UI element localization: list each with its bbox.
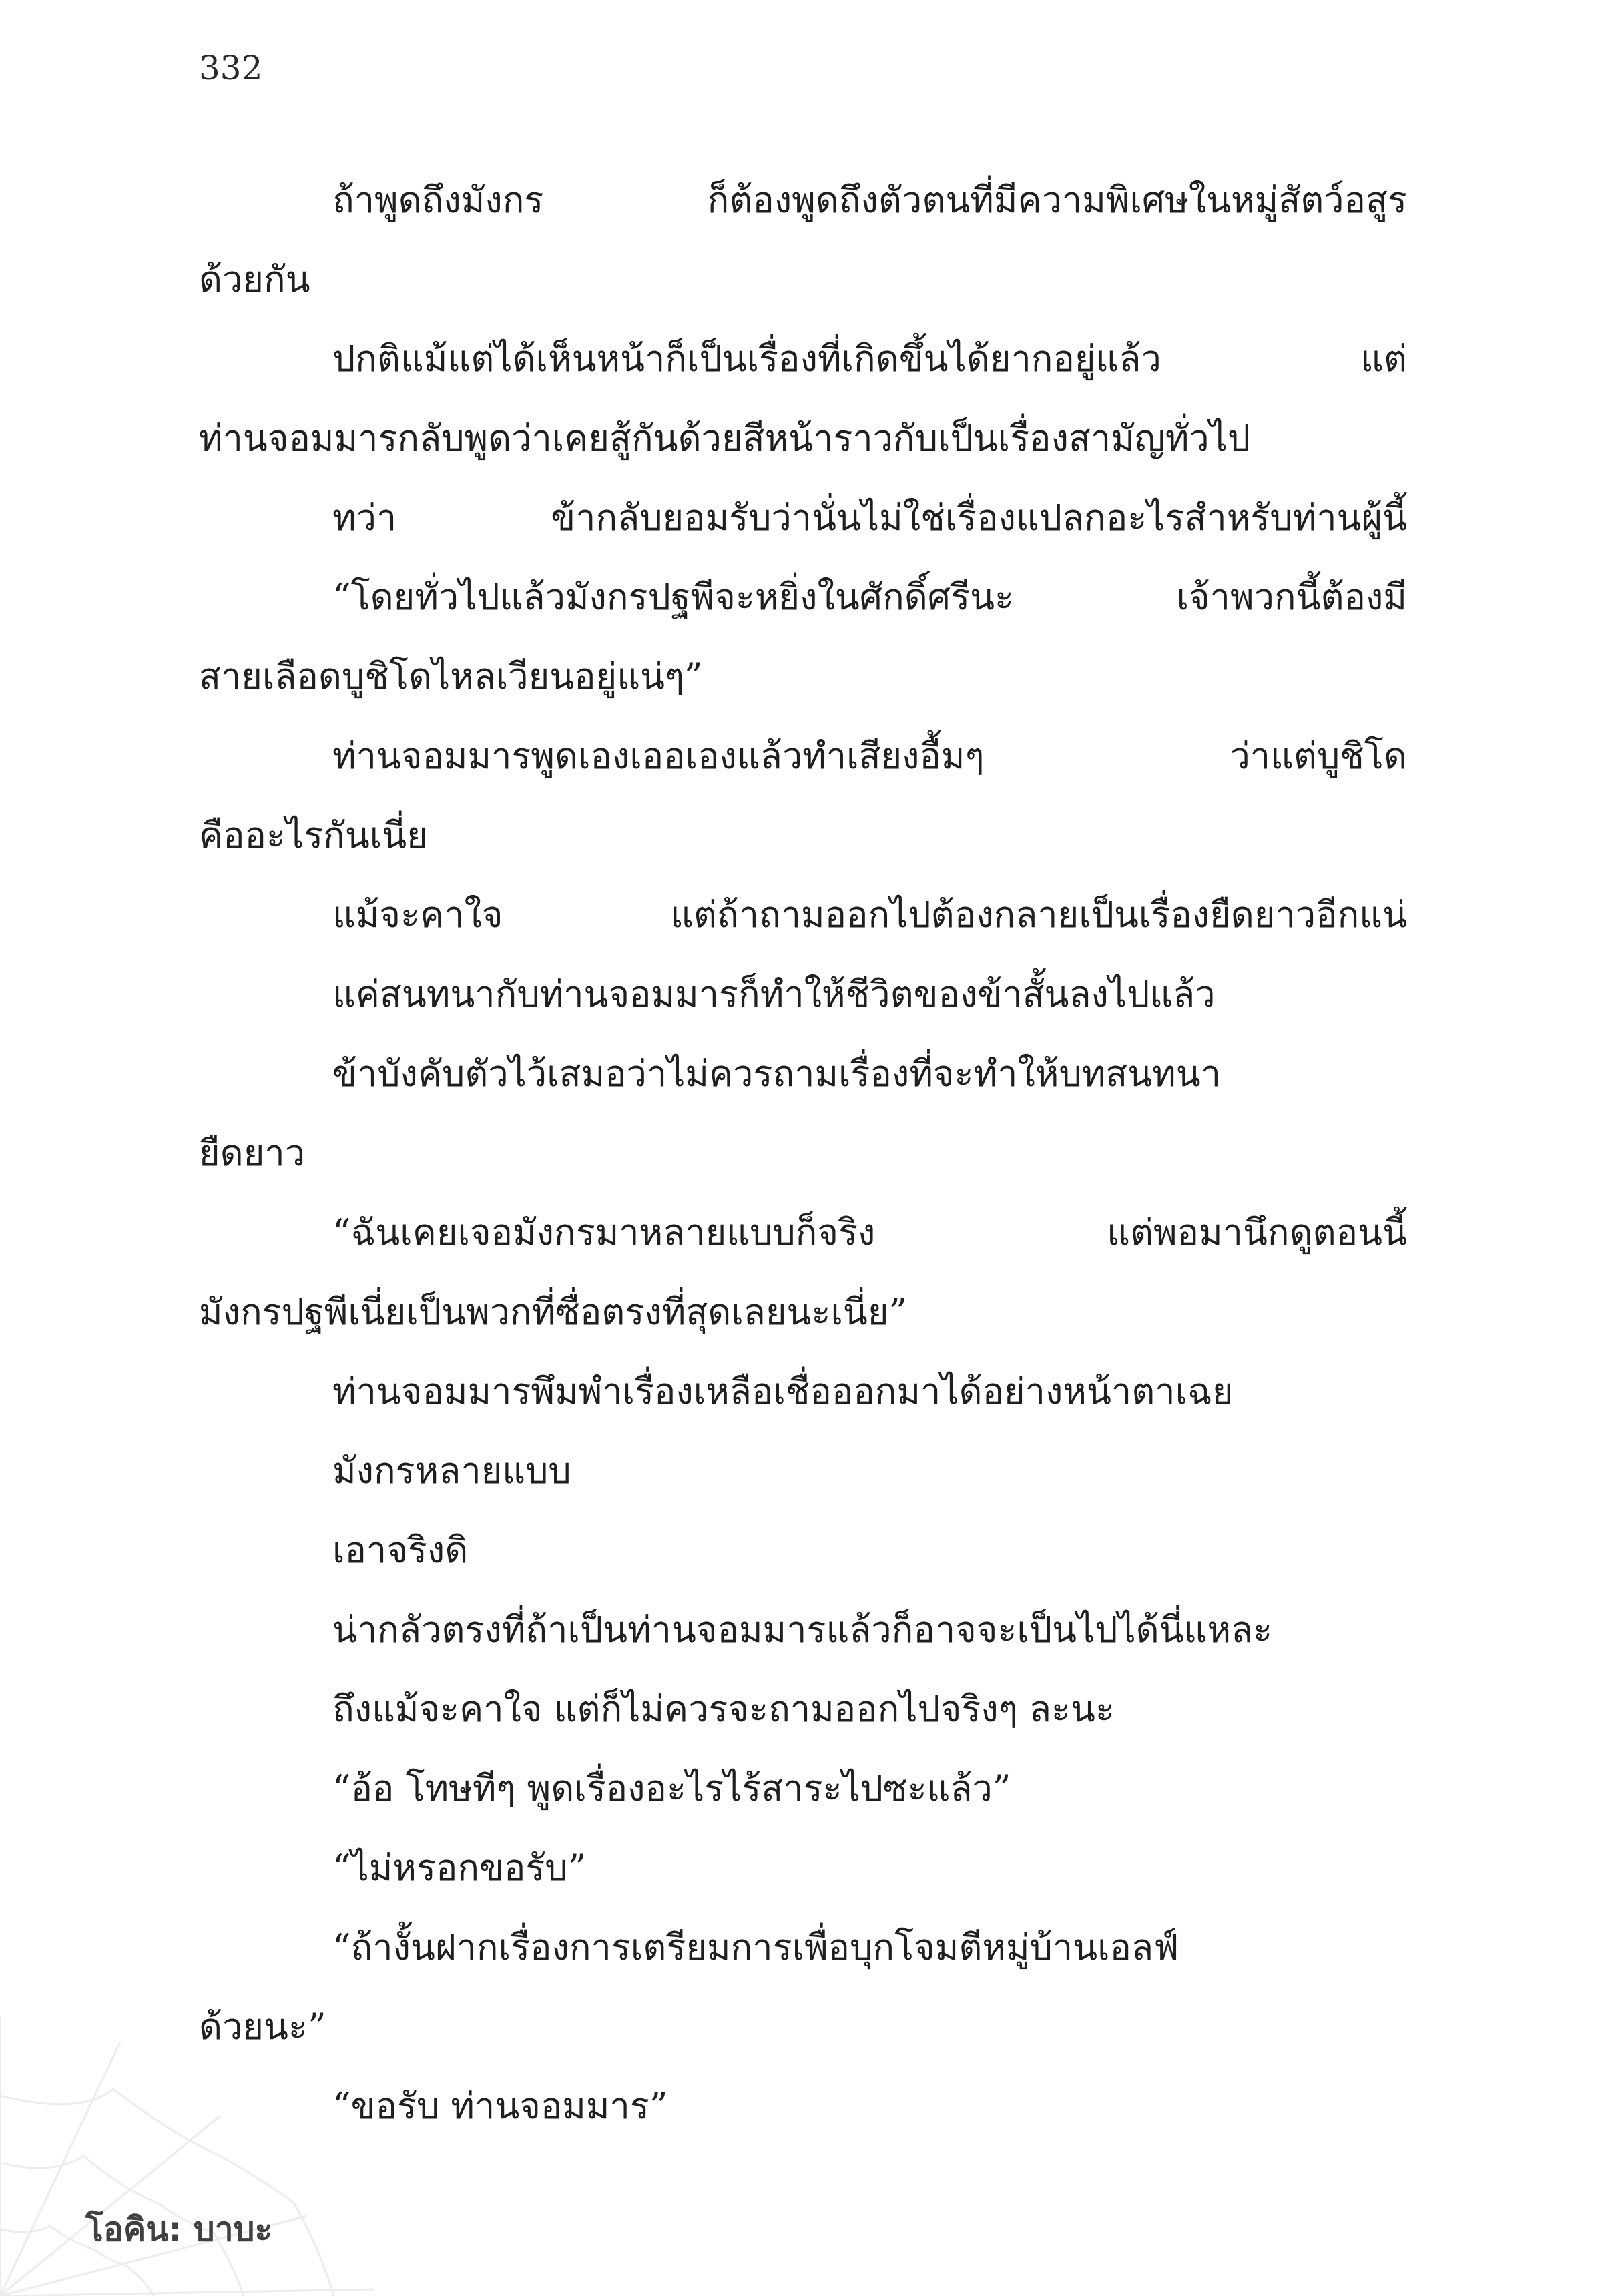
text-line: ท่านจอมมารกลับพูดว่าเคยสู้กันด้วยสีหน้าราวกับเป็นเรื่องสามัญทั่วไป bbox=[199, 417, 1251, 459]
text-line: มังกรปฐพีเนี่ยเป็นพวกที่ซื่อตรงที่สุดเลยนะเนี่ย” bbox=[199, 1291, 908, 1333]
text-line: ถ้าพูดถึงมังกร ก็ต้องพูดถึงตัวตนที่มีความพิเศษในหมู่สัตว์อสูร bbox=[332, 179, 1407, 221]
text-line: ท่านจอมมารพูดเองเออเองแล้วทำเสียงอื้มๆ ว่าแต่บูชิโด bbox=[332, 735, 1407, 777]
text-line: “ไม่หรอกขอรับ” bbox=[332, 1847, 587, 1889]
text-line: สายเลือดบูชิโดไหลเวียนอยู่แน่ๆ” bbox=[199, 655, 703, 697]
text-line: ท่านจอมมารพึมพำเรื่องเหลือเชื่อออกมาได้อย่างหน้าตาเฉย bbox=[332, 1370, 1234, 1412]
text-line: ถึงแม้จะคาใจ แต่ก็ไม่ควรจะถามออกไปจริงๆ ละนะ bbox=[332, 1688, 1115, 1730]
text-line: “ฉันเคยเจอมังกรมาหลายแบบก็จริง แต่พอมานึกดูตอนนี้ bbox=[332, 1211, 1407, 1253]
text-line: ข้าบังคับตัวไว้เสมอว่าไม่ควรถามเรื่องที่จะทำให้บทสนทนา bbox=[332, 1053, 1222, 1095]
text-line: เอาจริงดิ bbox=[332, 1529, 469, 1571]
text-line: น่ากลัวตรงที่ถ้าเป็นท่านจอมมารแล้วก็อาจจะเป็นไปได้นี่แหละ bbox=[332, 1609, 1273, 1651]
text-line: แค่สนทนากับท่านจอมมารก็ทำให้ชีวิตของข้าสั้นลงไปแล้ว bbox=[332, 973, 1216, 1015]
text-line: คืออะไรกันเนี่ย bbox=[199, 814, 428, 856]
footer-author: โอคิน: บาบะ bbox=[85, 2210, 273, 2249]
text-line: ยืดยาว bbox=[199, 1132, 305, 1174]
text-line: มังกรหลายแบบ bbox=[332, 1450, 571, 1492]
text-line: “ขอรับ ท่านจอมมาร” bbox=[332, 2085, 668, 2127]
body-text bbox=[199, 160, 1407, 2146]
text-line: “ถ้างั้นฝากเรื่องการเตรียมการเพื่อบุกโจมตีหมู่บ้านเอลฟ์ bbox=[332, 1926, 1179, 1968]
text-line: ทว่า ข้ากลับยอมรับว่านั่นไม่ใช่เรื่องแปลกอะไรสำหรับท่านผู้นี้ bbox=[332, 497, 1407, 539]
text-line: แม้จะคาใจ แต่ถ้าถามออกไปต้องกลายเป็นเรื่องยืดยาวอีกแน่ bbox=[332, 894, 1407, 936]
page-number: 332 bbox=[199, 49, 263, 87]
text-line: ด้วยนะ” bbox=[199, 2006, 326, 2048]
text-line: ด้วยกัน bbox=[199, 258, 310, 300]
text-line: ปกติแม้แต่ได้เห็นหน้าก็เป็นเรื่องที่เกิดขึ้นได้ยากอยู่แล้ว แต่ bbox=[332, 338, 1407, 380]
text-line: “อ้อ โทษทีๆ พูดเรื่องอะไรไร้สาระไปซะแล้ว” bbox=[332, 1767, 1011, 1809]
text-line: “โดยทั่วไปแล้วมังกรปฐพีจะหยิ่งในศักดิ์ศรีนะ เจ้าพวกนี้ต้องมี bbox=[332, 576, 1407, 618]
